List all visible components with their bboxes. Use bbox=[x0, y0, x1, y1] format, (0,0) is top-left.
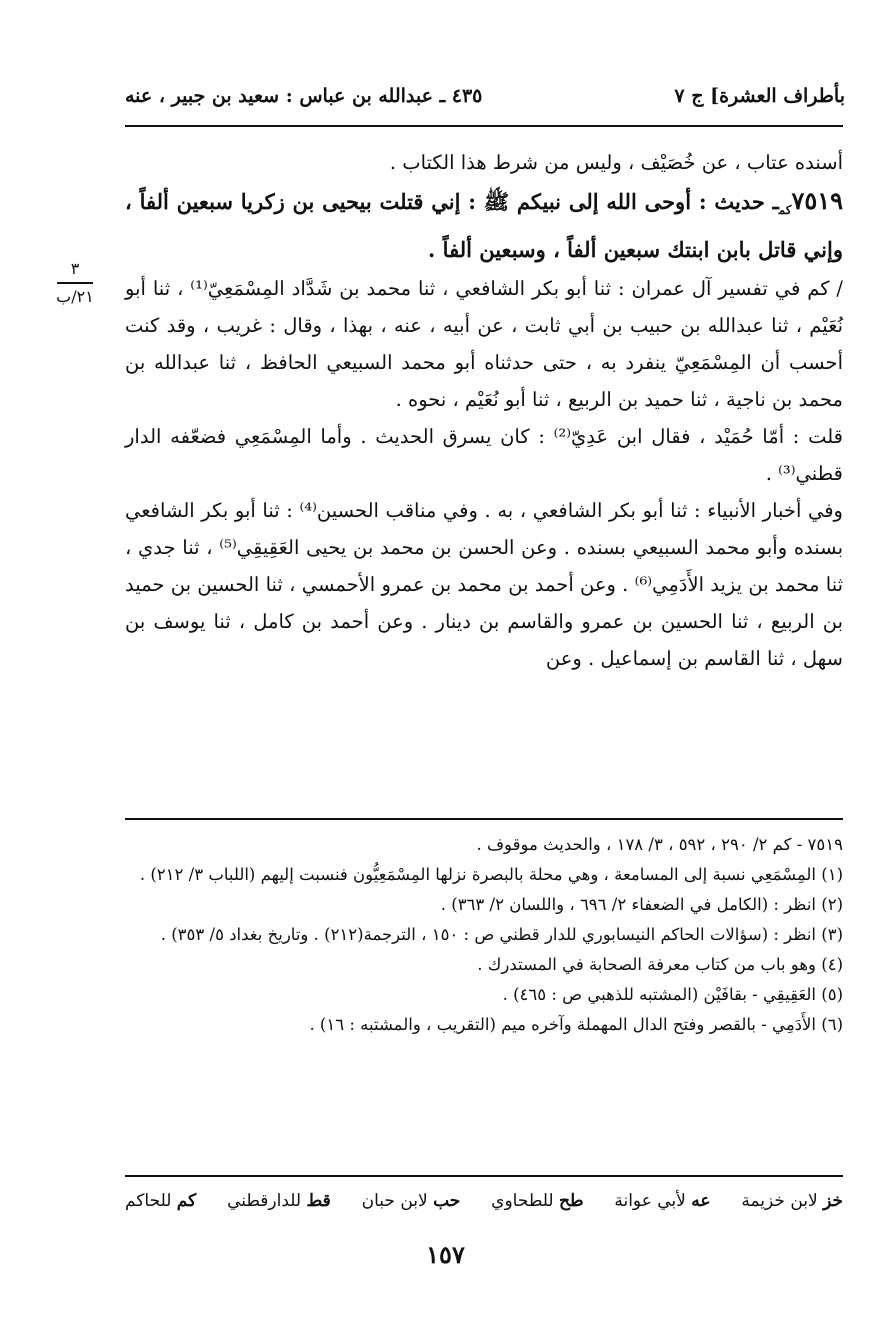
paragraph-comment: قلت : أمّا حُمَيْد ، فقال ابن عَدِيّ⁽²⁾ : كان يسرق الحديث . وأما المِسْمَعِي فضعّفه الدار قطني⁽³⁾ . bbox=[125, 425, 843, 486]
abbrev-name: للحاكم bbox=[125, 1191, 172, 1211]
abbrev-code: خز bbox=[823, 1191, 843, 1211]
abbrev-item bbox=[491, 1191, 583, 1211]
abbrev-code: قط bbox=[306, 1191, 331, 1211]
footnote-5: (٥) العَقِيقِي - بقافَيْن (المشتبه للذهبي ص : ٤٦٥) . bbox=[502, 985, 843, 1004]
abbrev-code: طح bbox=[558, 1191, 584, 1211]
hadith-heading bbox=[125, 181, 843, 270]
header-chapter-title: ٤٣٥ ـ عبدالله بن عباس : سعيد بن جبير ، عنه bbox=[125, 85, 483, 107]
abbrev-name: للدارقطني bbox=[227, 1191, 302, 1211]
hadith-source-code: كم bbox=[778, 203, 792, 218]
footnote-6: (٦) الأَدَمِي - بالقصر وفتح الدال المهملة وآخره ميم (التقريب ، والمشتبه : ١٦) . bbox=[309, 1015, 843, 1034]
footnote-hadith-refs: ٧٥١٩ - كم ٢/ ٢٩٠ ، ٥٩٢ ، ٣/ ١٧٨ ، والحديث موقوف . bbox=[476, 835, 843, 854]
hadith-number: ٧٥١٩ bbox=[791, 186, 843, 215]
margin-ref-bottom: ٢١/ب bbox=[56, 286, 94, 306]
abbrev-item bbox=[362, 1191, 461, 1211]
footnote-rule bbox=[125, 818, 843, 820]
abbreviation-rule bbox=[125, 1175, 843, 1177]
page-number: ١٥٧ bbox=[426, 1240, 465, 1269]
footnote-3: (٣) انظر : (سؤالات الحاكم النيسابوري للدار قطني ص : ١٥٠ ، الترجمة(٢١٢) . وتاريخ بغداد ٥/ ٣٥٣) . bbox=[160, 925, 843, 944]
margin-manuscript-ref bbox=[40, 258, 110, 308]
footnote-4: (٤) وهو باب من كتاب معرفة الصحابة في المستدرك . bbox=[477, 955, 843, 974]
abbrev-name: لابن خزيمة bbox=[741, 1191, 818, 1211]
abbrev-item bbox=[125, 1191, 196, 1211]
footnote-1: (١) المِسْمَعِي نسبة إلى المسامعة ، وهي محلة بالبصرة نزلها المِسْمَعِيُّون فنسبت إليهم (اللباب ٣/ ٢١٢) . bbox=[139, 865, 843, 884]
abbrev-item bbox=[227, 1191, 331, 1211]
abbrev-code: كم bbox=[176, 1191, 197, 1211]
abbreviation-key bbox=[125, 1186, 843, 1216]
paragraph-intro: أسنده عتاب ، عن خُصَيْف ، وليس من شرط هذا الكتاب . bbox=[389, 151, 843, 174]
margin-ref-divider bbox=[57, 282, 93, 284]
main-text bbox=[125, 144, 843, 677]
paragraph-other-sources: وفي أخبار الأنبياء : ثنا أبو بكر الشافعي ، به . وفي مناقب الحسين⁽⁴⁾ : ثنا أبو بكر الشافعي بسنده وأبو محمد السبيعي بسنده . وعن الحسن بن محمد بن يحيى العَقِيقِي⁽⁵⁾ ، ثنا جدي ، ثنا محمد بن يزيد الأَدَمِي⁽⁶⁾ . وعن أحمد بن محمد بن عمرو الأحمسي ، ثنا الحسين بن حميد بن الربيع ، ثنا الحسين بن عمرو والقاسم بن دينار . وعن أحمد بن كامل ، ثنا يوسف بن سهل ، ثنا القاسم بن إسماعيل . وعن bbox=[125, 499, 844, 671]
header-book-title: بأطراف العشرة] ج ٧ bbox=[674, 85, 845, 107]
margin-ref-top: ٣ bbox=[70, 259, 80, 278]
footnotes bbox=[125, 830, 843, 1040]
abbrev-name: لأبي عوانة bbox=[614, 1191, 686, 1211]
abbrev-name: لابن حبان bbox=[361, 1191, 428, 1211]
header-rule bbox=[125, 125, 843, 127]
abbrev-item bbox=[614, 1191, 710, 1211]
footnote-2: (٢) انظر : (الكامل في الضعفاء ٢/ ٦٩٦ ، واللسان ٢/ ٣٦٣) . bbox=[440, 895, 843, 914]
abbrev-item bbox=[741, 1191, 843, 1211]
running-header bbox=[125, 80, 845, 112]
hadith-text: ـ حديث : أوحى الله إلى نبيكم ﷺ : إني قتلت بيحيى بن زكريا سبعين ألفاً ، وإني قاتل بابن ابنتك سبعين ألفاً ، وسبعين ألفاً . bbox=[125, 189, 843, 263]
paragraph-isnad: / كم في تفسير آل عمران : ثنا أبو بكر الشافعي ، ثنا محمد بن شَدَّاد المِسْمَعِيّ⁽¹⁾ ، ثنا أبو نُعَيْم ، ثنا عبدالله بن حبيب بن أبي ثابت ، عن أبيه ، عنه ، بهذا ، وقال : غريب ، وقد كنت أحسب أن المِسْمَعِيّ ينفرد به ، حتى حدثناه أبو محمد السبيعي الحافظ ، ثنا عبدالله بن محمد بن ناجية ، ثنا حميد بن الربيع ، ثنا أبو نُعَيْم ، نحوه . bbox=[125, 277, 843, 412]
abbrev-name: للطحاوي bbox=[491, 1191, 554, 1211]
abbrev-code: حب bbox=[433, 1191, 461, 1211]
abbrev-code: عه bbox=[691, 1191, 711, 1211]
